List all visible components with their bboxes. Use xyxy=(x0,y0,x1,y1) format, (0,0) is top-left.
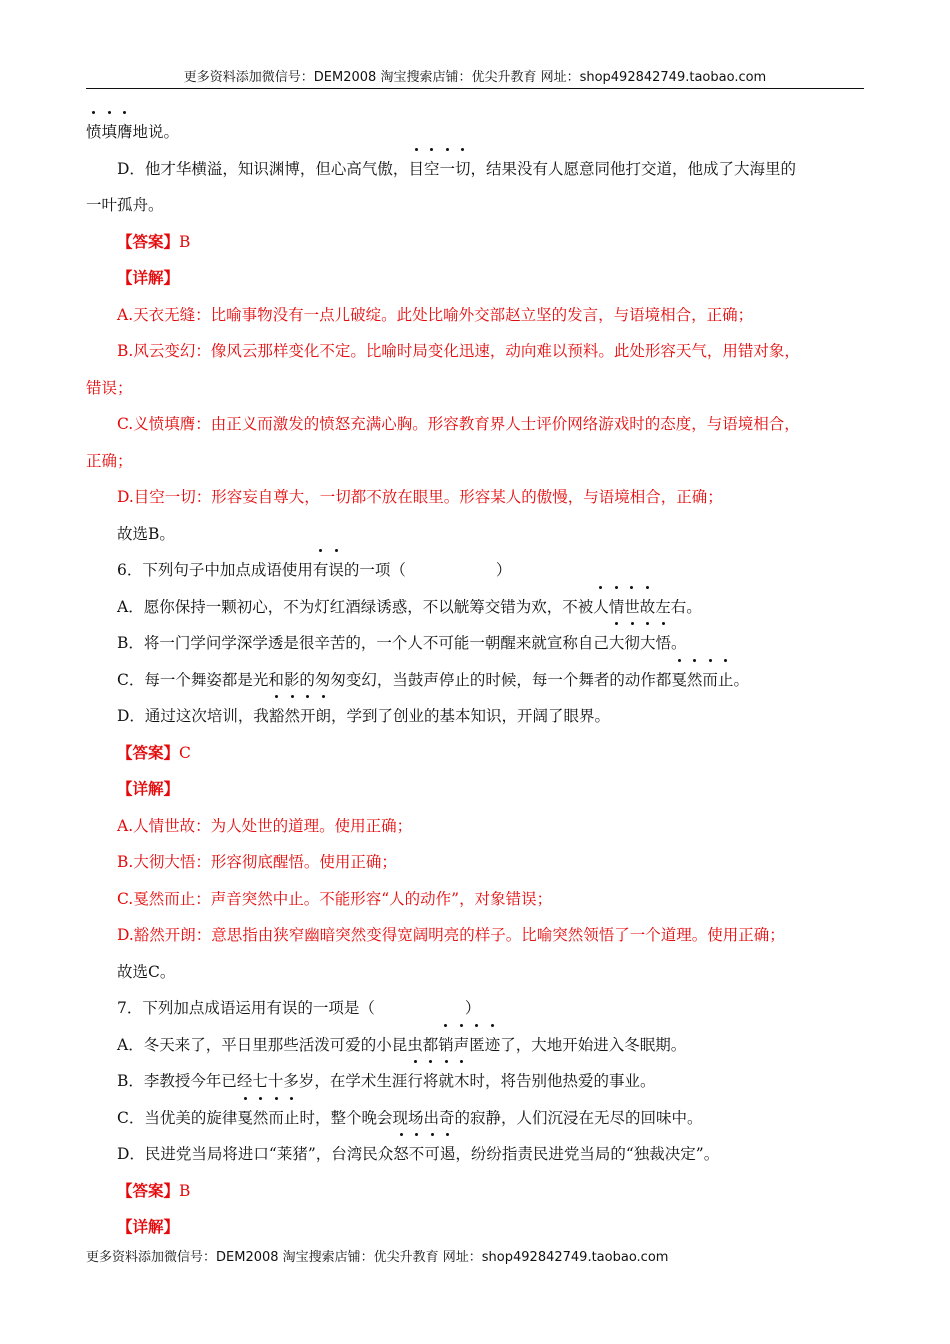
answer-value: C xyxy=(179,743,191,762)
q5-conclusion: 故选B。 xyxy=(117,524,175,543)
dotted-char: 止 xyxy=(718,662,734,699)
detail-tag: 【详解】 xyxy=(117,268,180,287)
dotted-char: 情 xyxy=(609,589,625,626)
dotted-char: 开 xyxy=(300,698,316,735)
text: 地说。 xyxy=(132,123,180,141)
text: 了，大地开始进入冬眠期。 xyxy=(500,1035,687,1054)
q5-detail-tag xyxy=(86,260,866,297)
text: ） xyxy=(464,999,481,1017)
text: ，结果没有人愿意同他打交道，他成了大海里的 xyxy=(470,159,797,178)
dotted-char: 行 xyxy=(407,1063,423,1100)
q7-option-a xyxy=(86,1027,866,1064)
q6-detail-tag xyxy=(86,771,866,808)
detail-tag: 【详解】 xyxy=(117,779,180,798)
text: D．通过这次培训，我 xyxy=(117,707,269,725)
dotted-char: 然 xyxy=(687,662,703,699)
q5-explanation-c: C.义愤填膺：由正义而激发的愤怒充满心胸。形容教育界人士评价网络游戏时的态度，与语境相合， xyxy=(117,415,800,433)
q7-option-b xyxy=(86,1063,866,1100)
text: 时，整个晚会现场出奇的寂静，人们沉浸在无尽的回味中。 xyxy=(299,1108,703,1127)
text: D．民进党当局将进口“莱猪”，台湾民众 xyxy=(117,1145,394,1163)
dotted-char: 迹 xyxy=(485,1027,501,1064)
text: 7．下列加点成语运用有误的一项是（ xyxy=(117,999,375,1017)
dotted-char: 声 xyxy=(454,1027,470,1064)
text: 6．下列句子中加点成语使用 xyxy=(117,561,313,579)
q6-explanation-d: D.豁然开朗：意思指由狭窄幽暗突然变得宽阔明亮的样子。比喻突然领悟了一个道理。使用正确； xyxy=(117,926,785,944)
text: B．将一门学问学深学透是很辛苦的，一个人不可能一朝醒来就宣称自己 xyxy=(117,634,609,652)
dotted-char: 切 xyxy=(455,151,471,188)
text: ，纷纷指责民进党当局的“独裁决定”。 xyxy=(455,1145,720,1163)
dotted-char: 故 xyxy=(640,589,656,626)
text: 。 xyxy=(733,670,749,689)
q7-answer xyxy=(86,1173,866,1210)
dotted-char: 有 xyxy=(313,552,329,589)
dotted-char: 戛 xyxy=(671,662,687,699)
dotted-char: 大 xyxy=(640,625,656,662)
text: 左右。 xyxy=(655,597,702,616)
q7-option-c xyxy=(86,1100,866,1137)
text: A．愿你保持一颗初心，不为灯红酒绿诱惑，不以觥筹交错为欢，不被 xyxy=(117,597,594,616)
q7-option-d xyxy=(86,1136,866,1173)
dotted-char: 填 xyxy=(102,114,118,151)
answer-tag: 【答案】 xyxy=(117,1180,180,1200)
q6-explanation-c: C.戛然而止：声音突然中止。不能形容“人的动作”，对象错误； xyxy=(117,889,553,908)
dotted-char: 目 xyxy=(408,151,424,188)
dotted-char: 豁 xyxy=(269,698,285,735)
text: C．每一个舞姿都是光和影的匆匆变幻，当鼓声停止的时候，每一个舞者的动作都 xyxy=(117,670,672,689)
q5-option-d-line2: 一叶孤舟。 xyxy=(86,196,164,214)
q6-option-a xyxy=(86,589,866,626)
q6-option-c xyxy=(86,662,866,699)
answer-tag: 【答案】 xyxy=(117,231,180,251)
q7-detail-tag xyxy=(86,1209,866,1246)
dotted-char: 销 xyxy=(438,1027,454,1064)
dotted-char: 而 xyxy=(702,662,718,699)
q6-conclusion: 故选C。 xyxy=(117,962,176,981)
text: ） xyxy=(495,561,512,579)
q5-explanation-b: B.风云变幻：像风云那样变化不定。比喻时局变化迅速，动向难以预料。此处形容天气，用错对象， xyxy=(117,342,800,360)
detail-tag: 【详解】 xyxy=(117,1217,180,1236)
q5-explanation-a: A.天衣无缝：比喻事物没有一点儿破绽。此处比喻外交部赵立坚的发言，与语境相合，正确； xyxy=(117,305,754,324)
dotted-char: 而 xyxy=(268,1100,284,1137)
q6-option-d xyxy=(86,698,866,735)
answer-tag: 【答案】 xyxy=(117,742,180,762)
dotted-char: 怒 xyxy=(393,1136,409,1173)
dotted-char: 人 xyxy=(593,589,609,626)
answer-value: B xyxy=(179,232,191,251)
dotted-char: 然 xyxy=(253,1100,269,1137)
q6-explanation-b: B.大彻大悟：形容彻底醒悟。使用正确； xyxy=(117,853,397,871)
dotted-char: 戛 xyxy=(237,1100,253,1137)
q7-stem xyxy=(86,990,866,1027)
dotted-char: 可 xyxy=(424,1136,440,1173)
dotted-char: 悟 xyxy=(655,625,671,662)
dotted-char: 愤 xyxy=(86,114,102,151)
dotted-char: 彻 xyxy=(624,625,640,662)
q5-explanation-d: D.目空一切：形容妄自尊大，一切都不放在眼里。形容某人的傲慢，与语境相合，正确； xyxy=(117,488,723,506)
dotted-char: 就 xyxy=(438,1063,454,1100)
q6-stem xyxy=(86,552,866,589)
page-footer: 更多资料添加微信号：DEM2008 淘宝搜索店铺：优尖升教育 网址：shop492842749.taobao.com xyxy=(86,1250,669,1265)
dotted-char: 误 xyxy=(328,552,344,589)
dotted-char: 世 xyxy=(624,589,640,626)
dotted-char: 膺 xyxy=(117,114,133,151)
answer-value: B xyxy=(179,1181,191,1200)
text: 。 xyxy=(670,634,687,652)
dotted-char: 匿 xyxy=(469,1027,485,1064)
text: 的一项（ xyxy=(343,561,406,579)
dotted-char: 遏 xyxy=(440,1136,456,1173)
text: C．当优美的旋律 xyxy=(117,1108,238,1127)
dotted-char: 木 xyxy=(454,1063,470,1100)
text: D．他才华横溢，知识渊博，但心高气傲， xyxy=(117,159,409,178)
q5-answer xyxy=(86,224,866,261)
q5-option-c-tail xyxy=(86,114,866,151)
q5-option-d xyxy=(86,151,866,188)
dotted-char: 然 xyxy=(284,698,300,735)
dotted-char: 一 xyxy=(439,151,455,188)
text: 时，将告别他热爱的事业。 xyxy=(469,1072,656,1090)
dotted-char: 空 xyxy=(424,151,440,188)
q5-explanation-c-cont: 正确； xyxy=(86,451,133,470)
text: A．冬天来了，平日里那些活泼可爱的小昆虫都 xyxy=(117,1035,439,1054)
dotted-char: 大 xyxy=(609,625,625,662)
dotted-char: 不 xyxy=(409,1136,425,1173)
text: B．李教授今年已经七十多岁，在学术生涯 xyxy=(117,1072,408,1090)
dotted-char: 将 xyxy=(423,1063,439,1100)
text: ，学到了创业的基本知识，开阔了眼界。 xyxy=(331,707,611,725)
dotted-char: 止 xyxy=(284,1100,300,1137)
page-header: 更多资料添加微信号：DEM2008 淘宝搜索店铺：优尖升教育 网址：shop492842749.taobao.com xyxy=(86,66,864,89)
document-body xyxy=(86,114,866,1246)
q6-option-b xyxy=(86,625,866,662)
dotted-char: 朗 xyxy=(315,698,331,735)
q6-answer xyxy=(86,735,866,772)
q5-explanation-b-cont: 错误； xyxy=(86,378,133,397)
q6-explanation-a: A.人情世故：为人处世的道理。使用正确； xyxy=(117,816,413,835)
